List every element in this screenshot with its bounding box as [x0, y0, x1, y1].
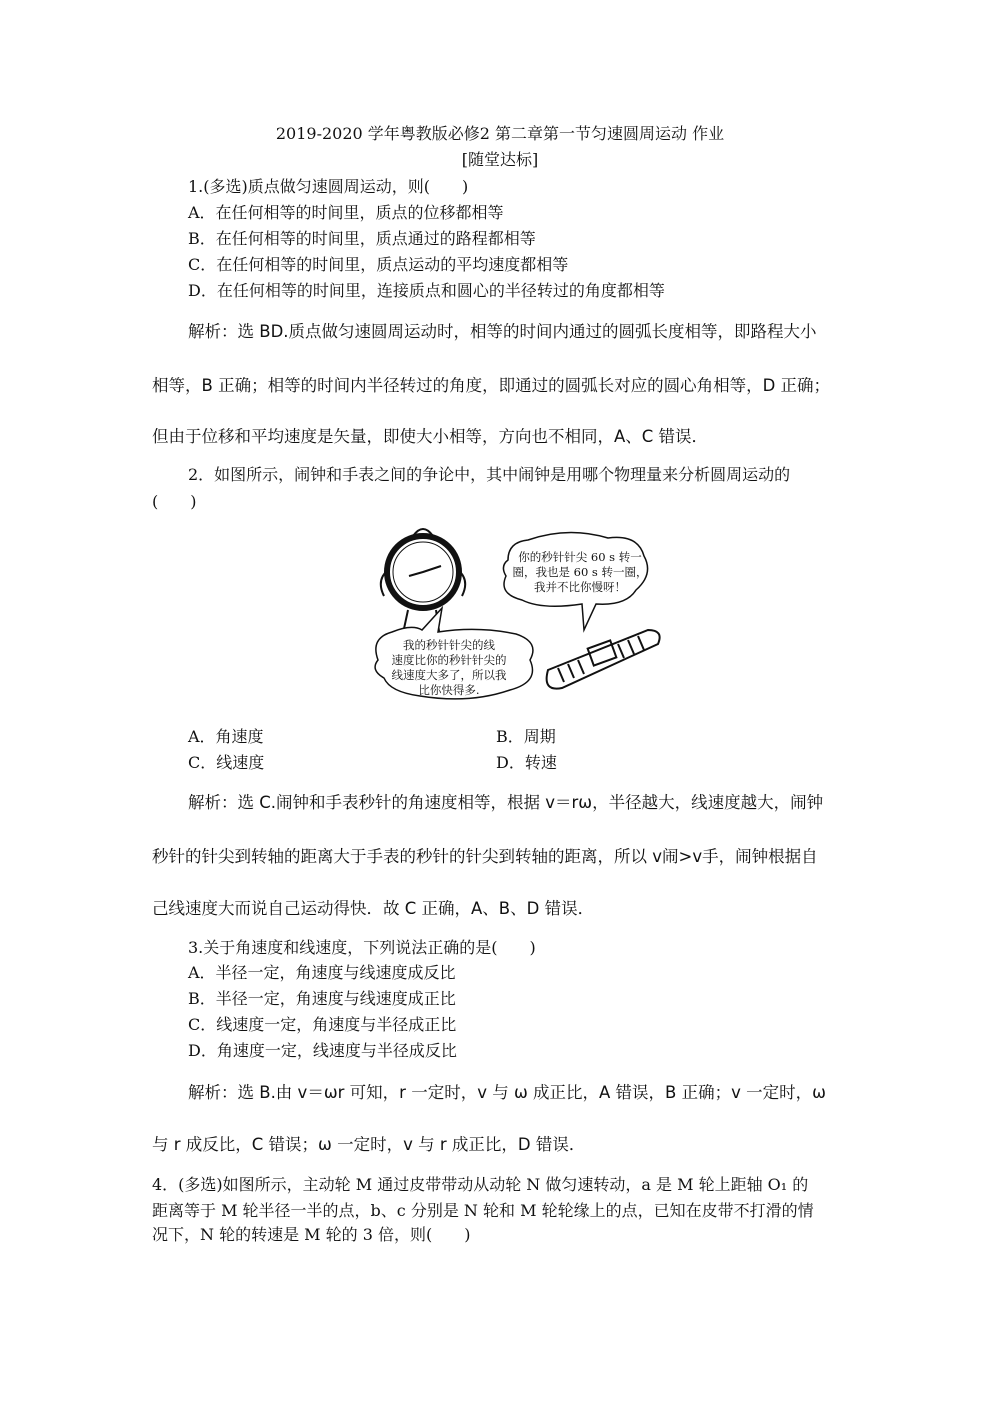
- q1-analysis: 解析：选 BD.质点做匀速圆周运动时，相等的时间内通过的圆弧长度相等，即路程大小: [188, 322, 817, 341]
- bubble-line: 速度比你的秒针针尖的: [391, 653, 507, 667]
- q2-stem: 2．如图所示，闹钟和手表之间的争论中，其中闹钟是用哪个物理量来分析圆周运动的: [188, 465, 791, 484]
- q3-analysis: 与 r 成反比，C 错误；ω 一定时，v 与 r 成正比，D 错误．: [152, 1135, 586, 1154]
- q1-option-a: A．在任何相等的时间里，质点的位移都相等: [188, 203, 504, 222]
- q3-option-d: D．角速度一定，线速度与半径成反比: [188, 1041, 457, 1060]
- q2-analysis: 秒针的针尖到转轴的距离大于手表的秒针的针尖到转轴的距离，所以 v闹>v手，闹钟根据自: [152, 847, 818, 866]
- q3-option-c: C．线速度一定，角速度与半径成正比: [188, 1015, 457, 1034]
- q3-option-a: A．半径一定，角速度与线速度成反比: [188, 963, 456, 982]
- q2-option-a: A．角速度: [188, 727, 264, 746]
- q2-stem: ( ): [152, 492, 197, 511]
- q1-option-c: C．在任何相等的时间里，质点运动的平均速度都相等: [188, 255, 569, 274]
- bubble-line: 你的秒针针尖 60 s 转一: [518, 550, 642, 564]
- q1-option-d: D．在任何相等的时间里，连接质点和圆心的半径转过的角度都相等: [188, 281, 665, 300]
- q3-option-b: B．半径一定，角速度与线速度成正比: [188, 989, 456, 1008]
- q4-stem: 况下，N 轮的转速是 M 轮的 3 倍，则( ): [152, 1225, 471, 1244]
- document-title: 2019-2020 学年粤教版必修2 第二章第一节匀速圆周运动 作业: [275, 124, 725, 143]
- q2-analysis: 己线速度大而说自己运动得快．故 C 正确，A、B、D 错误．: [152, 899, 595, 918]
- bubble-line: 线速度大多了，所以我: [391, 668, 507, 682]
- q1-option-b: B．在任何相等的时间里，质点通过的路程都相等: [188, 229, 536, 248]
- wristwatch-icon: [547, 630, 660, 689]
- clock-bubble-text: [374, 638, 524, 698]
- q2-option-b: B．周期: [496, 727, 556, 746]
- q3-analysis: 解析：选 B.由 v＝ωr 可知，r 一定时，v 与 ω 成正比，A 错误，B 正确；v 一定时，ω: [188, 1083, 826, 1102]
- bubble-line: 我并不比你慢呀！: [534, 580, 626, 594]
- bubble-line: 比你快得多.: [418, 683, 480, 697]
- q2-option-d: D．转速: [496, 753, 557, 772]
- bubble-line: 圈，我也是 60 s 转一圈，: [512, 565, 648, 579]
- q2-analysis: 解析：选 C.闹钟和手表秒针的角速度相等，根据 v＝rω，半径越大，线速度越大，闹钟: [188, 793, 824, 812]
- q1-analysis: 相等，B 正确；相等的时间内半径转过的角度，即通过的圆弧长对应的圆心角相等，D 正确；: [152, 376, 831, 395]
- q1-stem: 1.(多选)质点做匀速圆周运动，则( ): [188, 177, 469, 196]
- clock-watch-cartoon: [368, 520, 668, 712]
- q4-stem: 4．(多选)如图所示，主动轮 M 通过皮带带动从动轮 N 做匀速转动，a 是 M 轮上距轴 O₁ 的: [152, 1175, 809, 1194]
- q2-option-c: C．线速度: [188, 753, 265, 772]
- watch-bubble-text: [510, 550, 650, 595]
- q4-stem: 距离等于 M 轮半径一半的点，b、c 分别是 N 轮和 M 轮轮缘上的点，已知在皮带不打滑的情: [152, 1201, 814, 1220]
- q1-analysis: 但由于位移和平均速度是矢量，即使大小相等，方向也不相同，A、C 错误．: [152, 427, 709, 446]
- q3-stem: 3.关于角速度和线速度，下列说法正确的是( ): [188, 938, 536, 957]
- section-heading: [随堂达标]: [461, 150, 539, 169]
- bubble-line: 我的秒针针尖的线: [403, 638, 495, 652]
